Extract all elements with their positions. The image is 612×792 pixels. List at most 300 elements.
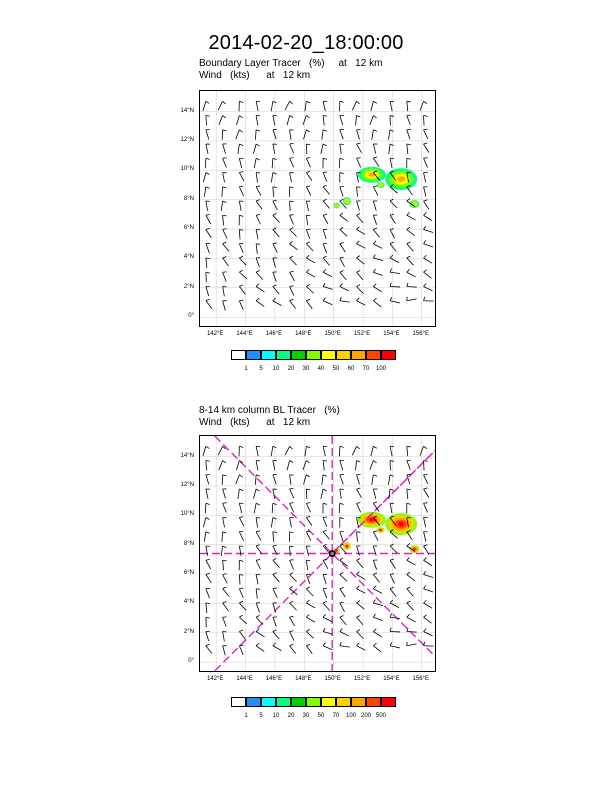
tracer-field — [200, 436, 435, 671]
legend-label: 30 — [302, 713, 310, 719]
wind-barb-shaft — [223, 144, 226, 154]
tracer-cell — [398, 522, 404, 526]
wind-barb-feather — [239, 144, 243, 146]
wind-barb-shaft — [223, 646, 226, 656]
wind-barb-shaft — [236, 461, 239, 471]
wind-barb-shaft — [290, 518, 292, 528]
wind-barb-feather — [323, 298, 326, 301]
wind-barb-feather — [407, 601, 411, 603]
wind-barb-feather — [273, 643, 276, 646]
wind-barb-feather — [239, 446, 243, 447]
wind-barb-shaft — [424, 215, 432, 220]
wind-barb-feather — [357, 616, 361, 618]
wind-barb-feather — [256, 531, 260, 532]
wind-barb-shaft — [290, 560, 294, 569]
wind-barb-feather — [290, 143, 294, 144]
y-tick-label: 0° — [188, 658, 194, 665]
wind-barb-feather — [290, 299, 294, 301]
wind-barb-shaft — [306, 631, 313, 638]
wind-barb-feather — [206, 461, 210, 462]
wind-barb-feather — [223, 116, 226, 118]
wind-barb-feather — [340, 503, 344, 504]
wind-barb-feather — [256, 244, 260, 245]
tracer-cell — [397, 176, 405, 182]
wind-barb-feather — [357, 503, 361, 504]
wind-barb-feather — [239, 517, 243, 518]
wind-barb-feather — [323, 503, 327, 504]
wind-barb-shaft — [271, 446, 273, 456]
wind-barb-feather — [340, 297, 342, 301]
wind-barb-feather — [290, 241, 293, 243]
wind-barb-feather — [407, 269, 410, 272]
wind-barb-shaft — [223, 158, 227, 167]
wind-barb-shaft — [388, 475, 390, 485]
wind-barb-feather — [390, 116, 394, 117]
wind-barb-feather — [407, 557, 410, 560]
wind-barb-feather — [306, 101, 310, 103]
main-title: 2014-02-20_18:00:00 — [208, 32, 404, 54]
legend-label: 1 — [244, 366, 248, 372]
wind-barb-feather — [206, 617, 210, 618]
wind-barb-shaft — [390, 158, 392, 168]
wind-barb-shaft — [357, 475, 360, 485]
wind-barb-shaft — [323, 446, 325, 456]
wind-barb-feather — [424, 255, 427, 258]
wind-barb-feather — [323, 628, 325, 631]
wind-barb-feather — [306, 242, 310, 244]
wind-barb-shaft — [340, 187, 343, 196]
wind-barb-feather — [256, 589, 260, 590]
wind-barb-feather — [357, 586, 360, 589]
legend-swatch — [261, 350, 276, 360]
wind-barb-feather — [407, 158, 411, 159]
wind-barb-shaft — [206, 589, 210, 598]
wind-barb-feather — [239, 172, 243, 173]
wind-barb-shaft — [303, 116, 306, 125]
wind-barb-shaft — [206, 489, 208, 499]
wind-barb-shaft — [390, 301, 400, 303]
wind-barb-shaft — [239, 244, 243, 253]
wind-barb-feather — [239, 243, 243, 244]
wind-barb-feather — [424, 615, 427, 617]
wind-barb-shaft — [306, 546, 308, 556]
wind-barb-shaft — [373, 560, 376, 569]
wind-barb-shaft — [357, 646, 366, 651]
wind-barb-feather — [290, 286, 294, 287]
wind-barb-shaft — [339, 503, 340, 513]
wind-barb-feather — [256, 298, 259, 301]
wind-barb-feather — [290, 532, 294, 533]
wind-barb-feather — [357, 187, 361, 188]
wind-barb-feather — [306, 130, 309, 132]
wind-barb-feather — [407, 587, 411, 589]
legend-label: 70 — [332, 713, 340, 719]
wind-barb-feather — [390, 587, 394, 589]
wind-barb-shaft — [323, 560, 328, 569]
wind-barb-shaft — [424, 475, 428, 484]
wind-barb-feather — [223, 475, 227, 476]
x-tick-label: 156°E — [412, 331, 429, 337]
wind-barb-feather — [424, 600, 427, 603]
wind-barb-shaft — [323, 215, 328, 224]
wind-barb-shaft — [305, 101, 306, 111]
wind-barb-feather — [290, 601, 293, 603]
legend-label: 5 — [259, 366, 263, 372]
wind-barb-shaft — [340, 144, 341, 154]
wind-barb-shaft — [306, 301, 312, 309]
wind-barb-feather — [273, 545, 277, 546]
wind-barb-shaft — [323, 201, 330, 208]
wind-barb-feather — [273, 558, 277, 560]
wind-barb-shaft — [287, 116, 290, 126]
wind-barb-shaft — [273, 475, 276, 484]
wind-barb-feather — [357, 214, 361, 216]
wind-barb-feather — [306, 255, 309, 258]
wind-barb-shaft — [340, 461, 343, 471]
wind-barb-shaft — [306, 589, 313, 596]
wind-barb-shaft — [407, 589, 414, 597]
wind-barb-shaft — [323, 173, 327, 182]
wind-barb-shaft — [206, 116, 207, 126]
y-tick-label: 2°N — [183, 628, 194, 635]
wind-barb-feather — [306, 446, 310, 448]
wind-barb-feather — [206, 503, 210, 504]
wind-barb-feather — [256, 615, 260, 617]
wind-barb-shaft — [424, 518, 426, 528]
wind-barb-shaft — [223, 560, 224, 570]
wind-barb-feather — [373, 502, 377, 503]
panel-1-map — [199, 90, 436, 327]
wind-barb-feather — [239, 256, 243, 258]
wind-barb-shaft — [238, 489, 239, 499]
wind-barb-shaft — [219, 461, 223, 470]
wind-barb-feather — [239, 186, 243, 187]
wind-barb-shaft — [273, 230, 280, 238]
wind-barb-feather — [290, 644, 294, 646]
wind-barb-shaft — [407, 144, 408, 154]
wind-barb-feather — [256, 284, 259, 287]
y-tick-label: 2°N — [183, 283, 194, 290]
wind-barb-shaft — [206, 575, 211, 583]
wind-barb-shaft — [390, 258, 399, 263]
wind-barb-feather — [290, 215, 294, 216]
wind-barb-shaft — [290, 258, 297, 265]
wind-barb-shaft — [373, 144, 375, 154]
wind-barb-shaft — [285, 446, 290, 455]
wind-barb-feather — [290, 158, 294, 159]
wind-barb-shaft — [357, 215, 363, 223]
wind-barb-shaft — [373, 244, 382, 249]
wind-barb-feather — [239, 475, 242, 477]
wind-barb-feather — [323, 158, 327, 159]
wind-barb-shaft — [390, 215, 395, 223]
wind-barb-shaft — [390, 560, 395, 568]
wind-barb-shaft — [290, 201, 291, 211]
wind-barb-feather — [323, 517, 327, 518]
wind-barb-shaft — [357, 272, 363, 280]
wind-barb-feather — [323, 130, 327, 132]
wind-barb-feather — [424, 200, 428, 201]
wind-barb-shaft — [204, 187, 206, 197]
wind-barb-feather — [239, 101, 243, 102]
wind-barb-feather — [357, 271, 361, 273]
wind-barb-shaft — [373, 230, 379, 238]
wind-barb-shaft — [357, 144, 362, 153]
wind-barb-shaft — [339, 158, 340, 168]
legend-label: 1 — [244, 713, 248, 719]
wind-barb-shaft — [373, 286, 381, 291]
panel-2-title-line1: 8-14 km column BL Tracer (%) — [199, 405, 340, 416]
wind-barb-shaft — [290, 215, 294, 224]
wind-barb-shaft — [373, 272, 382, 275]
wind-barb-feather — [390, 574, 394, 575]
wind-barb-shaft — [223, 603, 229, 611]
wind-barb-feather — [424, 585, 426, 588]
wind-barb-shaft — [323, 518, 327, 527]
wind-barb-shaft — [290, 575, 297, 582]
wind-barb-shaft — [357, 158, 361, 167]
wind-barb-feather — [290, 546, 294, 547]
legend-swatch — [336, 350, 351, 360]
legend-swatch — [381, 350, 396, 360]
wind-barb-feather — [206, 518, 209, 520]
wind-barb-shaft — [357, 532, 358, 542]
legend-swatch — [321, 697, 336, 707]
wind-barb-feather — [239, 116, 242, 118]
wind-barb-shaft — [206, 215, 211, 224]
wind-barb-feather — [424, 461, 428, 462]
wind-barb-feather — [424, 240, 426, 243]
wind-barb-feather — [424, 297, 425, 301]
wind-barb-feather — [373, 284, 376, 287]
wind-barb-feather — [357, 143, 361, 144]
wind-barb-shaft — [238, 144, 239, 154]
x-tick-label: 144°E — [236, 676, 253, 682]
tracer-cell — [346, 200, 348, 202]
panel-1-svg — [200, 91, 435, 326]
wind-barb-shaft — [239, 589, 243, 598]
wind-barb-shaft — [273, 617, 276, 626]
wind-barb-shaft — [239, 158, 241, 168]
wind-barb-feather — [390, 214, 394, 215]
legend-swatch — [291, 697, 306, 707]
wind-barb-shaft — [223, 258, 229, 266]
tracer-cell — [346, 545, 348, 547]
wind-barb-feather — [273, 213, 277, 215]
wind-barb-shaft — [223, 215, 224, 225]
wind-barb-feather — [323, 172, 327, 173]
wind-barb-shaft — [407, 489, 408, 499]
wind-barb-feather — [424, 488, 428, 489]
wind-barb-feather — [340, 642, 342, 646]
wind-barb-shaft — [253, 144, 256, 154]
wind-barb-shaft — [357, 301, 366, 306]
wind-barb-feather — [373, 643, 376, 645]
wind-barb-shaft — [424, 230, 434, 233]
wind-barb-feather — [407, 242, 411, 244]
wind-barb-shaft — [206, 546, 208, 556]
wind-barb-feather — [223, 229, 227, 230]
wind-barb-feather — [306, 629, 309, 631]
legend-label: 100 — [375, 366, 386, 372]
wind-barb-shaft — [424, 503, 428, 512]
wind-barb-shaft — [256, 518, 257, 528]
wind-barb-feather — [323, 461, 327, 462]
x-tick-label: 152°E — [353, 676, 371, 682]
wind-barb-shaft — [290, 230, 297, 237]
wind-barb-feather — [357, 532, 361, 533]
wind-barb-shaft — [273, 258, 276, 268]
wind-barb-shaft — [290, 603, 297, 610]
wind-barb-feather — [223, 201, 227, 203]
wind-barb-feather — [390, 642, 392, 646]
wind-barb-feather — [206, 173, 209, 175]
tracer-cell — [380, 529, 382, 531]
wind-barb-feather — [290, 271, 294, 272]
x-tick-label: 144°E — [236, 331, 253, 337]
wind-barb-feather — [306, 144, 310, 145]
wind-barb-feather — [306, 461, 309, 463]
wind-barb-feather — [373, 157, 377, 158]
legend-swatch — [351, 697, 366, 707]
wind-barb-shaft — [223, 589, 229, 597]
wind-barb-feather — [273, 200, 277, 201]
wind-barb-shaft — [424, 272, 432, 278]
wind-barb-shaft — [239, 518, 244, 527]
wind-barb-feather — [357, 643, 360, 646]
wind-barb-shaft — [306, 646, 312, 654]
wind-barb-feather — [239, 575, 243, 576]
wind-barb-feather — [373, 614, 375, 617]
wind-barb-shaft — [239, 258, 246, 265]
wind-barb-shaft — [239, 575, 240, 585]
wind-barb-shaft — [323, 589, 327, 598]
wind-barb-shaft — [218, 101, 222, 110]
wind-barb-feather — [306, 186, 310, 187]
wind-barb-shaft — [290, 617, 295, 626]
wind-barb-feather — [340, 446, 344, 447]
wind-barb-shaft — [203, 446, 206, 456]
wind-barb-feather — [373, 629, 376, 632]
wind-barb-shaft — [372, 130, 374, 140]
x-tick-label: 142°E — [206, 676, 224, 682]
wind-barb-shaft — [253, 489, 256, 499]
wind-barb-feather — [357, 461, 361, 462]
wind-barb-shaft — [203, 101, 206, 111]
wind-barb-shaft — [306, 187, 311, 196]
wind-barb-shaft — [223, 230, 228, 239]
wind-barb-feather — [390, 544, 393, 546]
legend-swatch — [276, 350, 291, 360]
wind-barb-shaft — [424, 489, 429, 497]
wind-barb-shaft — [390, 101, 392, 111]
wind-barb-feather — [306, 299, 310, 300]
tracer-cell — [336, 205, 338, 207]
wind-barb-feather — [223, 587, 227, 589]
legend-label: 50 — [332, 366, 340, 372]
wind-barb-feather — [357, 559, 361, 561]
wind-barb-shaft — [407, 130, 410, 140]
wind-barb-feather — [424, 116, 428, 117]
wind-barb-feather — [424, 474, 428, 475]
legend-label: 30 — [302, 366, 310, 372]
wind-barb-feather — [424, 446, 427, 448]
legend-swatch — [306, 697, 321, 707]
wind-barb-shaft — [424, 617, 432, 623]
wind-barb-shaft — [239, 201, 241, 211]
legend-label: 100 — [345, 713, 356, 719]
wind-barb-feather — [306, 503, 310, 504]
wind-barb-shaft — [407, 299, 417, 301]
wind-barb-feather — [373, 586, 376, 589]
wind-barb-shaft — [357, 617, 363, 625]
wind-barb-shaft — [306, 244, 313, 251]
wind-barb-shaft — [239, 173, 244, 182]
legend-label: 20 — [287, 366, 295, 372]
wind-barb-feather — [424, 503, 428, 504]
tracer-cell — [413, 548, 415, 550]
wind-barb-feather — [407, 503, 411, 504]
wind-barb-shaft — [223, 173, 225, 183]
wind-barb-shaft — [323, 101, 325, 111]
wind-barb-shaft — [273, 489, 275, 499]
wind-barb-shaft — [255, 475, 256, 485]
wind-barb-shaft — [357, 201, 360, 211]
wind-barb-feather — [407, 614, 410, 617]
wind-barb-shaft — [357, 187, 358, 197]
wind-barb-feather — [390, 130, 394, 132]
wind-barb-shaft — [273, 215, 280, 222]
wind-barb-shaft — [323, 532, 329, 540]
x-tick-label: 154°E — [383, 331, 400, 337]
wind-barb-shaft — [256, 589, 257, 599]
wind-barb-shaft — [373, 215, 376, 224]
y-tick-label: 4°N — [183, 599, 194, 606]
location-marker-center — [330, 552, 334, 556]
legend-label: 40 — [317, 366, 325, 372]
wind-barb-shaft — [424, 532, 426, 542]
wind-barb-shaft — [370, 461, 373, 470]
wind-barb-shaft — [290, 130, 291, 140]
wind-barb-feather — [323, 643, 326, 646]
wind-barb-shaft — [390, 646, 400, 648]
wind-barb-shaft — [206, 301, 212, 309]
wind-barb-feather — [290, 586, 293, 588]
wind-barb-shaft — [323, 230, 326, 240]
wind-barb-shaft — [256, 646, 264, 652]
wind-barb-shaft — [206, 560, 211, 569]
wind-barb-shaft — [424, 187, 426, 197]
wind-barb-shaft — [340, 116, 343, 126]
wind-barb-shaft — [273, 144, 275, 154]
wind-barb-shaft — [424, 286, 433, 290]
wind-barb-shaft — [390, 546, 397, 553]
wind-barb-feather — [239, 630, 243, 632]
wind-barb-shaft — [407, 461, 411, 470]
wind-barb-shaft — [256, 116, 258, 126]
wind-barb-shaft — [306, 158, 310, 167]
wind-barb-shaft — [340, 258, 345, 267]
wind-barb-shaft — [340, 646, 350, 647]
wind-barb-feather — [357, 630, 361, 632]
wind-barb-shaft — [340, 244, 345, 252]
wind-barb-feather — [256, 270, 260, 272]
wind-barb-shaft — [272, 503, 273, 513]
legend-swatch — [261, 697, 276, 707]
x-tick-label: 142°E — [206, 331, 224, 337]
wind-barb-shaft — [340, 475, 343, 484]
wind-barb-feather — [256, 186, 260, 187]
